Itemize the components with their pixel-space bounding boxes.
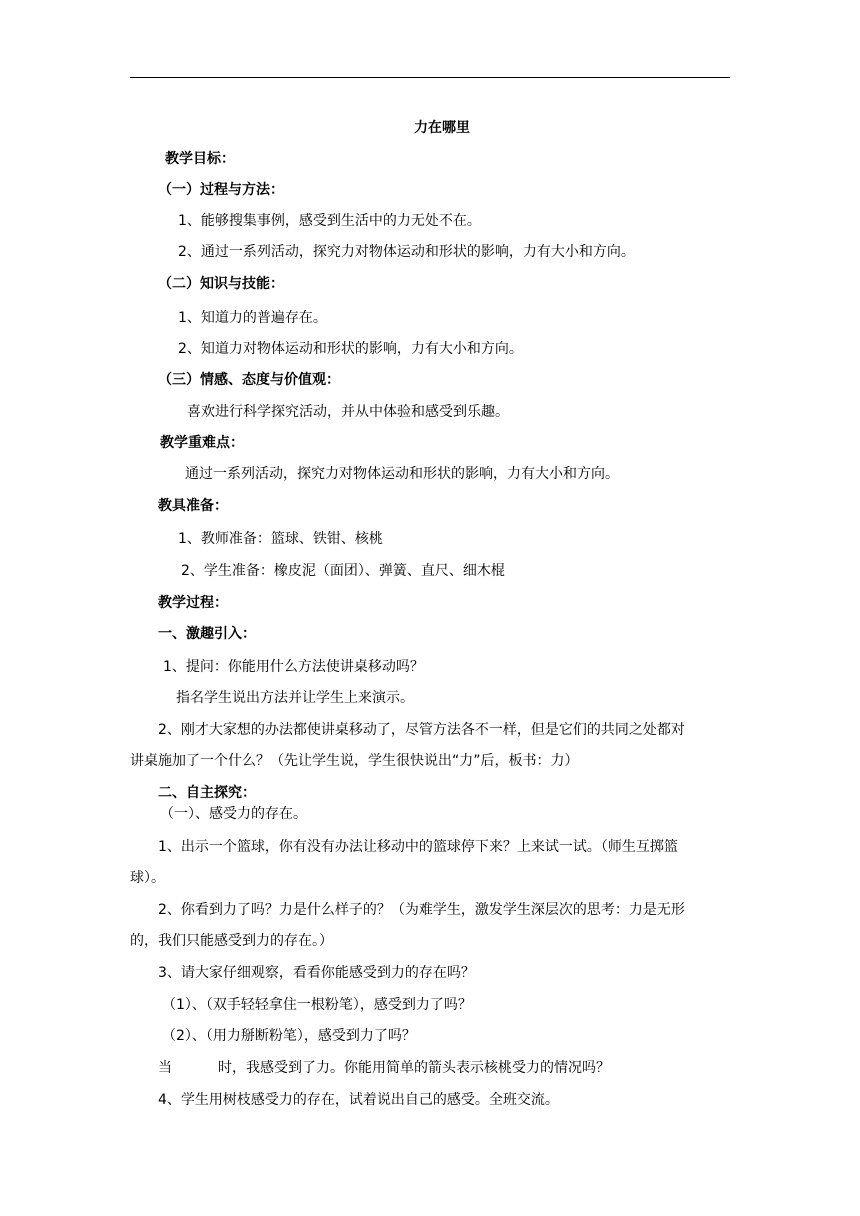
paragraph-line: 3、请大家仔细观察，看看你能感受到力的存在吗？ xyxy=(158,965,475,981)
heading-teaching-process: 教学过程： xyxy=(158,595,228,611)
paragraph-line: 2、你看到力了吗？力是什么样子的？（为难学生，激发学生深层次的思考：力是无形 xyxy=(158,902,685,918)
paragraph-line: 讲桌施加了一个什么？（先让学生说，学生很快说出“力”后，板书：力） xyxy=(130,753,579,769)
paragraph-line: 2、学生准备：橡皮泥（面团）、弹簧、直尺、细木棍 xyxy=(181,563,505,579)
paragraph-line: 时，我感受到了力。你能用简单的箭头表示核桃受力的情况吗？ xyxy=(218,1060,610,1076)
paragraph-line: 1、教师准备：篮球、铁钳、核桃 xyxy=(178,531,383,547)
subheading-process-methods: （一）过程与方法： xyxy=(158,182,284,198)
paragraph-line: 1、能够搜集事例，感受到生活中的力无处不在。 xyxy=(178,213,481,229)
subheading-knowledge-skills: （二）知识与技能： xyxy=(158,276,284,292)
section-heading-introduction: 一、激趣引入： xyxy=(158,626,256,642)
paragraph-line: 2、刚才大家想的办法都使讲桌移动了，尽管方法各不一样，但是它们的共同之处都对 xyxy=(158,722,685,738)
heading-teaching-objectives: 教学目标： xyxy=(165,151,235,167)
paragraph-line: （2）、（用力掰断粉笔），感受到力了吗？ xyxy=(162,1028,416,1044)
paragraph-line: 当 xyxy=(158,1060,172,1076)
paragraph-line: 1、知道力的普遍存在。 xyxy=(178,310,327,326)
paragraph-line: （一）、感受力的存在。 xyxy=(160,806,307,822)
document-title: 力在哪里 xyxy=(414,120,470,136)
paragraph-line: 指名学生说出方法并让学生上来演示。 xyxy=(176,690,414,706)
paragraph-line: （1）、（双手轻轻拿住一根粉笔），感受到力了吗？ xyxy=(162,997,472,1013)
paragraph-line: 1、出示一个篮球，你有没有办法让移动中的篮球停下来？上来试一试。（师生互掷篮 xyxy=(158,839,678,855)
paragraph-line: 1、提问：你能用什么方法使讲桌移动吗？ xyxy=(163,659,424,675)
paragraph-line: 的，我们只能感受到力的存在。） xyxy=(130,933,333,949)
paragraph-line: 通过一系列活动，探究力对物体运动和形状的影响，力有大小和方向。 xyxy=(185,466,619,482)
subheading-emotion-attitude: （三）情感、态度与价值观： xyxy=(158,372,340,388)
paragraph-line: 喜欢进行科学探究活动，并从中体验和感受到乐趣。 xyxy=(187,404,509,420)
paragraph-line: 4、学生用树枝感受力的存在，试着说出自己的感受。全班交流。 xyxy=(158,1092,559,1108)
heading-key-difficulties: 教学重难点： xyxy=(160,435,244,451)
paragraph-line: 球）。 xyxy=(130,870,165,886)
heading-teaching-aids: 教具准备： xyxy=(158,498,228,514)
section-heading-self-exploration: 二、自主探究： xyxy=(158,785,256,801)
paragraph-line: 2、知道力对物体运动和形状的影响，力有大小和方向。 xyxy=(178,341,523,357)
paragraph-line: 2、通过一系列活动，探究力对物体运动和形状的影响，力有大小和方向。 xyxy=(178,244,635,260)
header-rule xyxy=(130,77,730,78)
